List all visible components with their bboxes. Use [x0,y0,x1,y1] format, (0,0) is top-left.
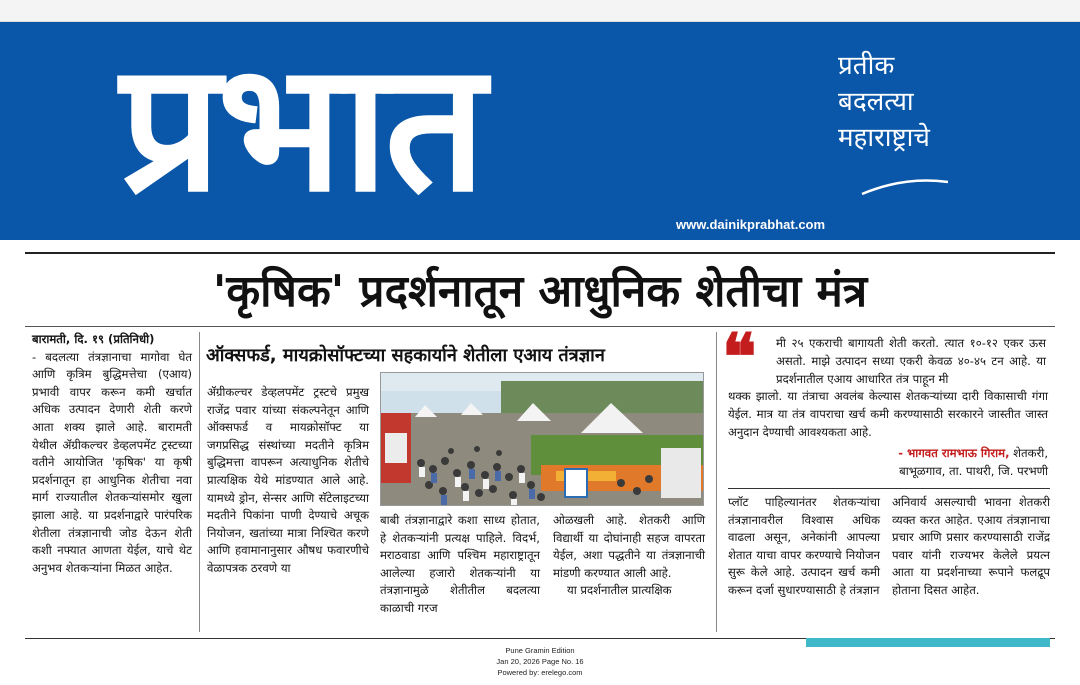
article-col2-text: ॲग्रीकल्चर डेव्हलपमेंट ट्रस्टचे प्रमुख राजेंद्र पवार यांच्या संकल्पनेतून आणि ऑक्सफर्ड व मायक्रोसॉफ्ट या जगप्रसिद्ध संस्थांच्या मदतीने कृत्रिम बुद्धिमत्ता वापरून अत्याधुनिक शेतीचे प्रात्यक्षिक येथे मांडण्यात आले आहे. यामध्ये ड्रोन, सेन्सर आणि सॅटेलाइटच्या मदतीने पिकांना पाणी देण्याचे अचूक नियोजन, खतांच्या मात्रा निश्चित करणे आणि हवामानानुसार औषध फवारणीचे वेळापत्रक ठरवणे या [207,385,369,575]
tagline-line-3: महाराष्ट्राचे [838,123,930,153]
quote-author-name: - भागवत रामभाऊ गिराम, [898,446,1010,460]
article-col1-text: - बदलत्या तंत्रज्ञानाचा मागोवा घेत आणि कृत्रिम बुद्धिमत्तेचा (एआय) प्रभावी वापर करून कमी खर्चात अधिक उत्पादन देणारी शेती करणे आता शक्य झाले आहे. बारामती येथील ॲग्रीकल्चर डेव्हलपमेंट ट्रस्टच्या वतीने आयोजित 'कृषिक' या कृषी प्रदर्शनातून हा आधुनिक शेतीचा नवा मार्ग राज्यातील शेतकऱ्यांसमोर खुला झाला आहे. या प्रदर्शनाद्वारे पारंपरिक शेतीला तंत्रज्ञानाची जोड देऊन शेती कशी नफ्यात आणता येईल, याचे थेट अनुभव शेतकऱ्यांना मिळत आहेत. [32,349,192,575]
headline-top-rule [25,252,1055,254]
website-url[interactable]: www.dainikprabhat.com [676,217,826,232]
top-strip [0,0,1080,22]
article-subhead: ऑक्सफर्ड, मायक्रोसॉफ्टच्या सहकार्याने शेतीला एआय तंत्रज्ञान [206,345,605,366]
newspaper-logo: प्रभात [120,24,482,231]
exhibition-crowd-image [381,373,704,506]
exhibition-photo [380,372,704,506]
headline-bottom-rule [25,326,1055,327]
article-column-6 [892,494,1050,600]
tagline-line-2: बदलत्या [838,87,914,117]
column-divider-right [716,332,717,632]
article-column-1 [32,331,192,577]
article-dateline: बारामती, दि. १९ (प्रतिनिधी) [32,332,155,346]
article-col5-text: प्लॉट पाहिल्यानंतर शेतकऱ्यांचा तंत्रज्ञानावरील विश्वास अधिक वाढला असून, अनेकांनी आपल्या शेतात याचा वापर करण्याचे नियोजन सुरू केले आहे. उत्पादन खर्च कमी करून दर्जा सुधारण्यासाठी हे तंत्रज्ञान [728,495,880,597]
article-column-2 [207,384,369,578]
article-headline: 'कृषिक' प्रदर्शनातून आधुनिक शेतीचा मंत्र [212,266,868,317]
masthead [0,22,1080,240]
article-col3-text: बाबी तंत्रज्ञानाद्वारे कशा साध्य होतात, हे शेतकऱ्यांनी प्रत्यक्ष पाहिले. विदर्भ, मराठवाडा आणि पश्चिम महाराष्ट्रातून आलेल्या हजारो शेतकऱ्यांनी या तंत्रज्ञानामुळे शेतीतील बदलत्या काळाची गरज [380,513,540,615]
footer-edition: Pune Gramin Edition [505,646,575,655]
column-divider [199,332,200,632]
footer-powered-by[interactable]: Powered by: erelego.com [497,668,583,677]
quote-continued: थक्क झालो. या तंत्राचा अवलंब केल्यास शेतकऱ्यांच्या दारी विकासाची गंगा येईल. मात्र या तंत्र वापराचा खर्च कमी करण्यासाठी सरकारने जास्तीत जास्त अनुदान देण्याची आवश्यकता आहे. [728,389,1048,439]
quote-first-lines: मी २५ एकराची बागायती शेती करतो. त्यात १०-१२ एकर ऊस असतो. माझे उत्पादन सध्या एकरी केवळ ४०-४५ टन आहे. या प्रदर्शनातील एआय आधारित तंत्र पाहून मी [776,336,1046,386]
tagline-line-1: प्रतीक [838,51,895,81]
article-column-4 [553,512,705,600]
quote-bottom-rule [728,488,1050,489]
quote-author-place: बाभूळगाव, ता. पाथरी, जि. परभणी [899,464,1048,478]
quote-attribution [728,444,1048,480]
article-col6-text: अनिवार्य असल्याची भावना शेतकरी व्यक्त करत आहेत. एआय तंत्रज्ञानाचा प्रचार आणि प्रसार करण्यासाठी राजेंद्र पवार यांनी राज्यभर केलेले प्रयत्न आता या प्रदर्शनाच्या रूपाने फलद्रूप होताना दिसत आहेत. [892,495,1050,597]
quote-author-role: शेतकरी, [1013,446,1048,460]
masthead-tagline [838,48,930,156]
quote-mark-icon: ❝ [722,320,757,395]
edition-footer [440,645,640,678]
article-col4-text-2: या प्रदर्शनातील प्रात्यक्षिक [567,583,672,598]
article-column-5 [728,494,880,600]
footer-accent-bar [806,638,1050,647]
article-col4-text: ओळखली आहे. शेतकरी आणि विद्यार्थी या दोघांनाही सहज वापरता येईल, अशा पद्धतीने या तंत्रज्ञानाची मांडणी करण्यात आली आहे. [553,513,705,580]
article-column-3 [380,512,540,618]
tagline-swoosh-icon [860,174,950,196]
footer-date-page: Jan 20, 2026 Page No. 16 [496,657,584,666]
